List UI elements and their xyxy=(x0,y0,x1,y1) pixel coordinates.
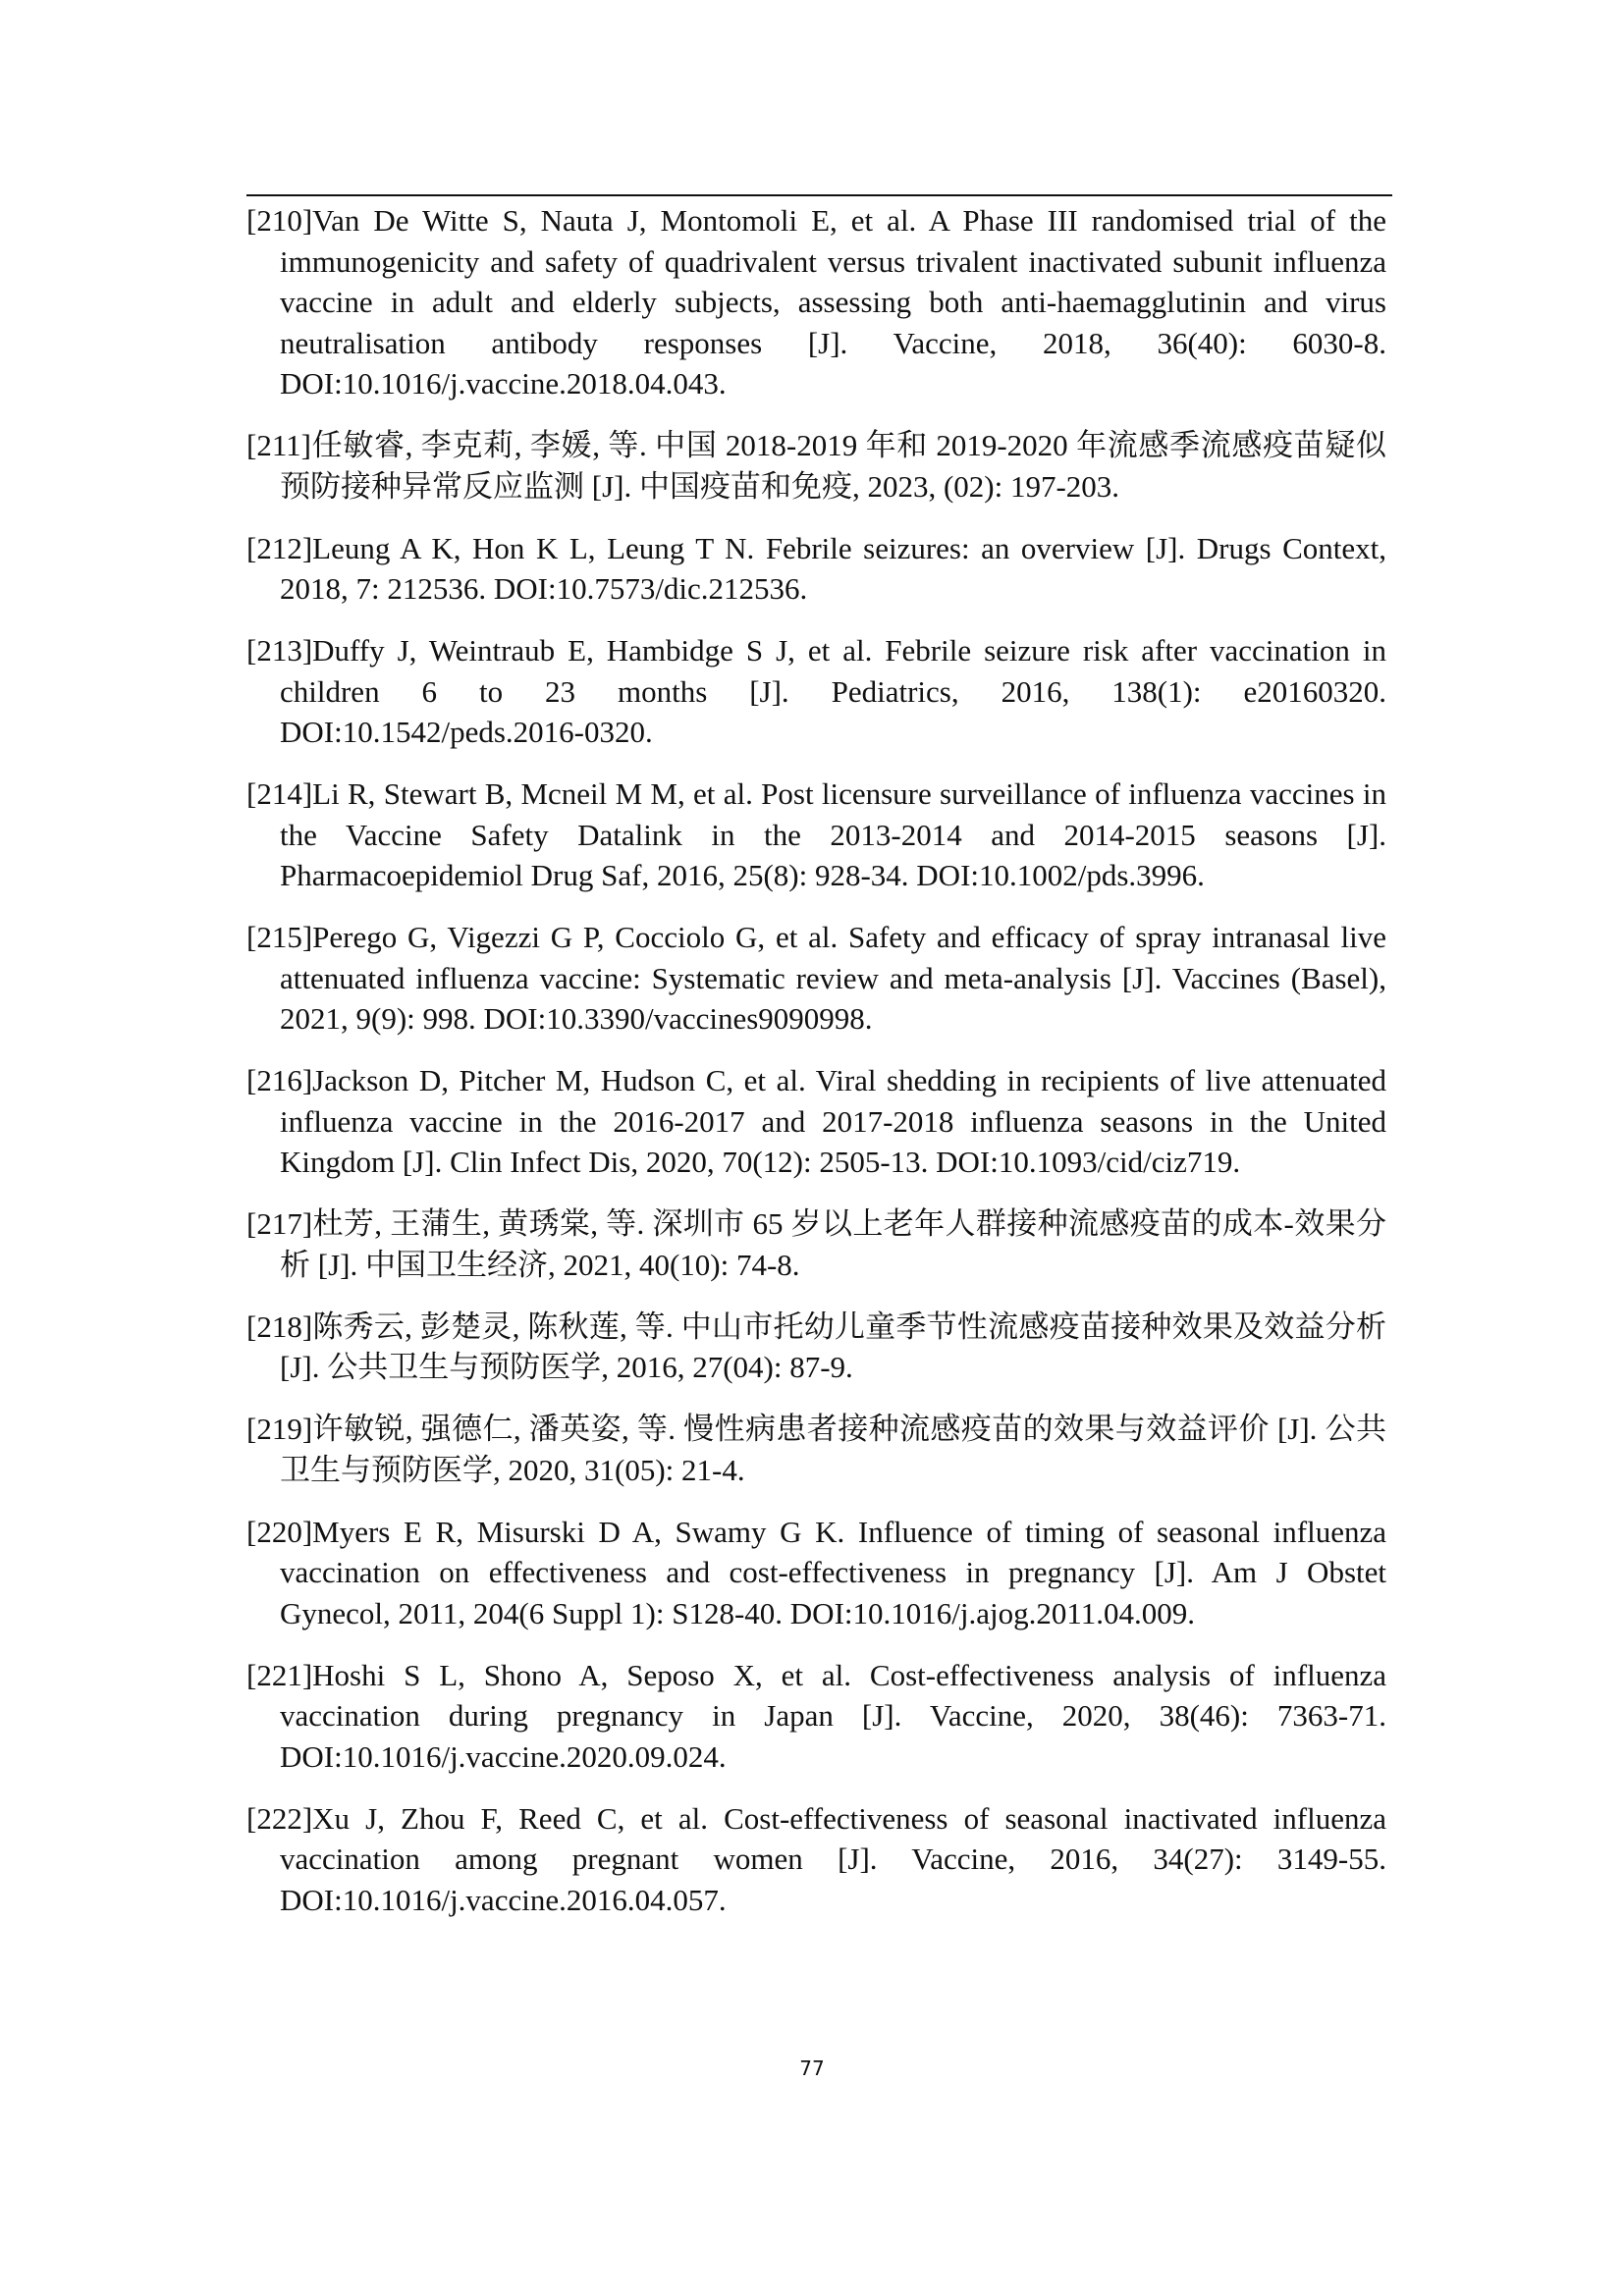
reference-item xyxy=(246,200,1386,404)
reference-item xyxy=(246,425,1386,507)
reference-text: Xu J, Zhou F, Reed C, et al. Cost-effectiveness of seasonal inactivated influenza vaccination among pregnant women [J]. Vaccine, 2016, 34(27): 3149-55. DOI:10.1016/j.vaccine.2016.04.057. xyxy=(280,1800,1386,1917)
reference-text: 许敏锐, 强德仁, 潘英姿, 等. 慢性病患者接种流感疫苗的效果与效益评价 [J]. 公共卫生与预防医学, 2020, 31(05): 21-4. xyxy=(280,1412,1386,1487)
reference-number: [210] xyxy=(246,203,313,238)
reference-text: Li R, Stewart B, Mcneil M M, et al. Post licensure surveillance of influenza vaccines in the Vaccine Safety Datalink in the 2013-2014 and 2014-2015 seasons [J]. Pharmacoepidemiol Drug Saf, 2016, 25(8): 928-34. DOI:10.1002/pds.3996. xyxy=(280,776,1386,892)
reference-text: Duffy J, Weintraub E, Hambidge S J, et al. Febrile seizure risk after vaccination in children 6 to 23 months [J]. Pediatrics, 2016, 138(1): e20160320. DOI:10.1542/peds.2016-0320. xyxy=(280,633,1386,749)
reference-item xyxy=(246,1798,1386,1921)
reference-number: [222] xyxy=(246,1800,313,1836)
reference-item xyxy=(246,774,1386,896)
reference-number: [219] xyxy=(246,1412,313,1446)
reference-text: 任敏睿, 李克莉, 李媛, 等. 中国 2018-2019 年和 2019-2020 年流感季流感疫苗疑似预防接种异常反应监测 [J]. 中国疫苗和免疫, 2023, (02): 197-203. xyxy=(280,428,1386,504)
reference-text: Myers E R, Misurski D A, Swamy G K. Influence of timing of seasonal influenza vaccination on effectiveness and cost-effectiveness in pregnancy [J]. Am J Obstet Gynecol, 2011, 204(6 Suppl 1): S128-40. DOI:10.1016/j.ajog.2011.04.009. xyxy=(280,1514,1386,1630)
reference-number: [221] xyxy=(246,1657,313,1692)
reference-number: [215] xyxy=(246,920,313,954)
reference-text: Van De Witte S, Nauta J, Montomoli E, et al. A Phase III randomised trial of the immunogenicity and safety of quadrivalent versus trivalent inactivated subunit influenza vaccine in adult and elderly subjects, assessing both anti-haemagglutinin and virus neutralisation antibody responses [J]. Vaccine, 2018, 36(40): 6030-8. DOI:10.1016/j.vaccine.2018.04.043. xyxy=(280,203,1386,400)
reference-item xyxy=(246,1512,1386,1634)
reference-item xyxy=(246,1060,1386,1183)
reference-item xyxy=(246,1307,1386,1388)
reference-number: [217] xyxy=(246,1206,313,1241)
reference-number: [216] xyxy=(246,1063,313,1097)
top-rule xyxy=(246,194,1392,196)
reference-text: Jackson D, Pitcher M, Hudson C, et al. Viral shedding in recipients of live attenuated influenza vaccine in the 2016-2017 and 2017-2018 influenza seasons in the United Kingdom [J]. Clin Infect Dis, 2020, 70(12): 2505-13. DOI:10.1093/cid/ciz719. xyxy=(280,1063,1386,1179)
reference-list xyxy=(246,200,1386,1920)
reference-item xyxy=(246,917,1386,1040)
reference-number: [213] xyxy=(246,633,313,667)
reference-text: 陈秀云, 彭楚灵, 陈秋莲, 等. 中山市托幼儿童季节性流感疫苗接种效果及效益分析 [J]. 公共卫生与预防医学, 2016, 27(04): 87-9. xyxy=(280,1308,1386,1384)
reference-number: [220] xyxy=(246,1514,313,1549)
page-number: 77 xyxy=(799,2056,825,2080)
reference-item xyxy=(246,630,1386,753)
reference-item xyxy=(246,1409,1386,1490)
reference-item xyxy=(246,1655,1386,1778)
reference-text: Hoshi S L, Shono A, Seposo X, et al. Cost-effectiveness analysis of influenza vaccination during pregnancy in Japan [J]. Vaccine, 2020, 38(46): 7363-71. DOI:10.1016/j.vaccine.2020.09.024. xyxy=(280,1657,1386,1774)
reference-item xyxy=(246,528,1386,610)
reference-number: [218] xyxy=(246,1308,313,1344)
reference-number: [211] xyxy=(246,428,311,462)
reference-number: [212] xyxy=(246,530,313,565)
reference-item xyxy=(246,1203,1386,1285)
reference-text: Perego G, Vigezzi G P, Cocciolo G, et al. Safety and efficacy of spray intranasal live attenuated influenza vaccine: Systematic review and meta-analysis [J]. Vaccines (Basel), 2021, 9(9): 998. DOI:10.3390/vaccines9090998. xyxy=(280,920,1386,1036)
reference-text: Leung A K, Hon K L, Leung T N. Febrile seizures: an overview [J]. Drugs Context, 2018, 7: 212536. DOI:10.7573/dic.212536. xyxy=(280,530,1386,606)
reference-number: [214] xyxy=(246,776,313,811)
reference-text: 杜芳, 王蒲生, 黄琇棠, 等. 深圳市 65 岁以上老年人群接种流感疫苗的成本-效果分析 [J]. 中国卫生经济, 2021, 40(10): 74-8. xyxy=(280,1206,1386,1282)
